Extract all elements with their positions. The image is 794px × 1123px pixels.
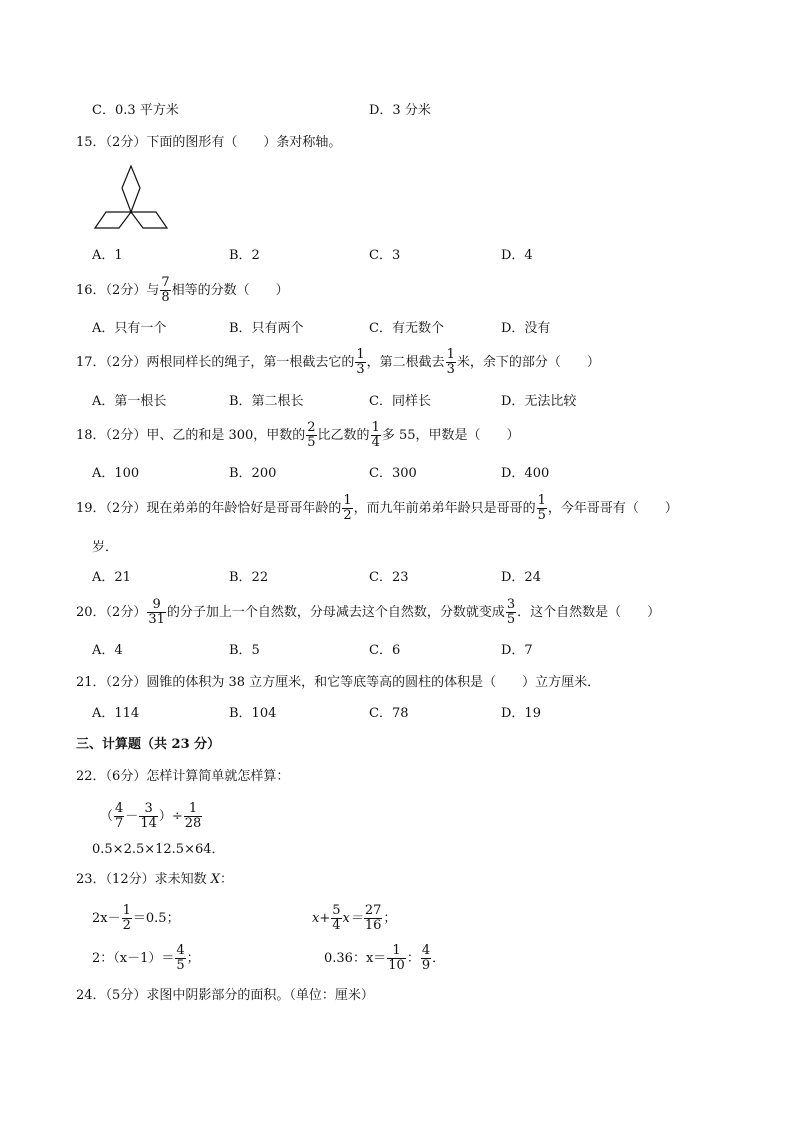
top-rhombus [122,166,140,212]
q22-fraction-1 [114,802,124,831]
q19-fraction-2 [537,494,547,523]
q19-part3: ，今年哥哥有（ ） [547,501,678,516]
q22-fraction-3 [184,802,203,831]
q23-eq4-fraction-2 [421,944,431,973]
q14-option-d: D．3 分米 [369,103,431,118]
q21-option-b: B．104 [229,706,277,721]
q18-part1: 18．（2分）甲、乙的和是 300，甲数的 [76,428,306,443]
q19-option-a: A．21 [92,570,131,585]
q19-part1: 19．（2分）现在弟弟的年龄恰好是哥哥年龄的 [76,501,342,516]
q23-eq4-fraction-1 [387,944,406,973]
q23-eq1-fraction-num: 1 [122,903,131,918]
q17-part3: 米，余下的部分（ ） [456,355,600,370]
q23-eq4-fraction-2-num: 4 [421,943,431,958]
q18-question [76,421,520,450]
q23-eq3-post: ； [186,951,200,966]
q23-text-prefix: 23．（12分）求未知数 [76,872,211,887]
q20-option-c: C．6 [369,643,401,658]
q22-fraction-1-den: 7 [115,816,124,831]
q16-question [76,276,289,305]
q16-fraction [160,276,170,305]
q22-expression-2: 0.5×2.5×12.5×64． [92,842,225,857]
q15-option-a: A．1 [92,248,123,263]
q22-minus: － [125,809,139,824]
q20-option-d: D．7 [501,643,533,658]
q22-close-divide: ）÷ [158,809,183,824]
q17-fraction-2-den: 3 [446,362,455,377]
q22-fraction-3-den: 28 [184,816,202,831]
q23-equation-4 [324,944,445,973]
q17-option-b: B．第二根长 [229,394,304,409]
q23-eq1-pre: 2x－ [92,911,121,926]
q16-suffix: 相等的分数（ ） [171,283,289,298]
q18-part3: 多 55，甲数是（ ） [381,428,520,443]
q21-option-a: A．114 [92,706,140,721]
q22-fraction-2 [139,802,158,831]
q22-fraction-2-num: 3 [139,802,158,817]
q23-eq4-pre: 0.36：x＝ [324,951,387,966]
q23-equation-2 [312,904,396,933]
q19-option-c: C．23 [369,570,409,585]
q23-eq3-fraction-num: 4 [176,943,185,958]
q19-option-d: D．24 [501,570,541,585]
q18-fraction-1-num: 2 [307,420,316,435]
q22-expression-1 [100,802,203,831]
q19-line2: 岁． [92,540,119,555]
q17-fraction-2 [446,348,456,377]
q16-option-d: D．没有 [501,321,551,336]
q19-fraction-1 [342,494,352,523]
q23-equation-3 [92,944,200,973]
q20-part1: 20．（2分） [76,605,147,620]
q23-eq2-fraction-1-num: 5 [332,903,341,918]
q23-eq1-fraction-den: 2 [122,918,131,933]
q20-option-a: A．4 [92,643,123,658]
q23-eq2-fraction-1-den: 4 [332,918,341,933]
q24-question: 24．（5分）求图中阴影部分的面积。（单位：厘米） [76,988,374,1003]
q20-fraction-2-den: 5 [506,612,516,627]
q23-eq2-fraction-1 [331,904,341,933]
q17-fraction-2-num: 1 [446,347,455,362]
q19-fraction-2-num: 1 [537,493,546,508]
q23-eq4-mid: ： [406,951,420,966]
q23-eq1-post: ＝0.5； [132,911,180,926]
q20-fraction-2-num: 3 [506,597,516,612]
q19-option-b: B．22 [229,570,269,585]
q17-option-a: A．第一根长 [92,394,167,409]
q23-eq2-pre: x+ [312,911,331,926]
q23-eq1-fraction [122,904,132,933]
q22-question: 22．（6分）怎样计算简单就怎样算： [76,769,290,784]
q18-fraction-1 [306,421,316,450]
q18-option-a: A．100 [92,466,140,481]
q21-option-c: C．78 [369,706,409,721]
right-rhombus [131,212,167,228]
q17-question [76,348,600,377]
q23-eq2-fraction-2-den: 16 [364,918,382,933]
q17-option-d: D．无法比较 [501,394,577,409]
q20-fraction-2 [506,598,516,627]
q18-option-b: B．200 [229,466,277,481]
q22-fraction-1-num: 4 [115,801,124,816]
q23-eq2-mid: x＝ [342,911,363,926]
q18-fraction-2-num: 1 [371,420,380,435]
q23-variable: X [210,872,220,887]
q23-eq3-fraction-den: 5 [176,958,185,973]
q20-part2: 的分子加上一个自然数，分母减去这个自然数，分数就变成 [166,605,505,620]
q15-question: 15．（2分）下面的图形有（ ）条对称轴。 [76,135,342,150]
q20-option-b: B．5 [229,643,260,658]
q18-part2: 比乙数的 [317,428,370,443]
q17-fraction-1-num: 1 [356,347,365,362]
q22-fraction-3-num: 1 [184,802,203,817]
q17-fraction-1-den: 3 [356,362,365,377]
q23-eq2-post: ； [383,911,397,926]
q17-part1: 17．（2分）两根同样长的绳子，第一根截去它的 [76,355,355,370]
q23-eq2-fraction-2-num: 27 [364,903,382,918]
q19-part2: ，而九年前弟弟年龄只是哥哥的 [353,501,536,516]
q15-option-d: D．4 [501,248,533,263]
q23-eq3-fraction [175,944,185,973]
q23-eq4-fraction-2-den: 9 [421,958,431,973]
q19-fraction-1-den: 2 [343,508,352,523]
q18-fraction-1-den: 5 [307,435,316,450]
q19-fraction-1-num: 1 [343,493,352,508]
q22-fraction-2-den: 14 [140,816,157,831]
q17-option-c: C．同样长 [369,394,431,409]
q23-eq2-fraction-2 [364,904,383,933]
q19-question [76,494,678,523]
q16-option-b: B．只有两个 [229,321,304,336]
section-3-heading: 三、计算题（共 23 分） [76,737,221,752]
q17-part2: ，第二根截去 [366,355,445,370]
q20-question [76,598,660,627]
q21-question: 21．（2分）圆锥的体积为 38 立方厘米，和它等底等高的圆柱的体积是（ ）立方厘米． [76,675,601,690]
q22-open-paren: （ [100,809,114,824]
q20-fraction-1 [147,598,166,627]
q16-option-a: A．只有一个 [92,321,167,336]
q23-equation-1 [92,904,180,933]
q20-part3: ．这个自然数是（ ） [517,605,661,620]
q20-fraction-1-num: 9 [147,598,166,613]
q16-option-c: C．有无数个 [369,321,444,336]
left-rhombus [95,212,131,228]
q23-text-suffix: ： [219,872,233,887]
q14-option-c: C．0.3 平方米 [92,103,179,118]
q23-eq4-post: ． [432,951,446,966]
three-rhombus-figure [92,164,172,234]
q18-option-c: C．300 [369,466,417,481]
q18-option-d: D．400 [501,466,550,481]
q21-option-d: D．19 [501,706,541,721]
q16-fraction-num: 7 [161,275,170,290]
q18-fraction-2-den: 4 [371,435,380,450]
q19-fraction-2-den: 5 [537,508,546,523]
q23-eq4-fraction-1-num: 1 [387,944,406,959]
q23-eq3-pre: 2：（x－1）＝ [92,951,175,966]
q16-fraction-den: 8 [161,290,170,305]
q23-question [76,872,233,888]
q18-fraction-2 [371,421,381,450]
q17-fraction-1 [355,348,365,377]
q23-eq4-fraction-1-den: 10 [388,958,405,973]
q15-option-b: B．2 [229,248,260,263]
q20-fraction-1-den: 31 [148,612,165,627]
q15-option-c: C．3 [369,248,401,263]
q16-prefix: 16．（2分）与 [76,283,160,298]
